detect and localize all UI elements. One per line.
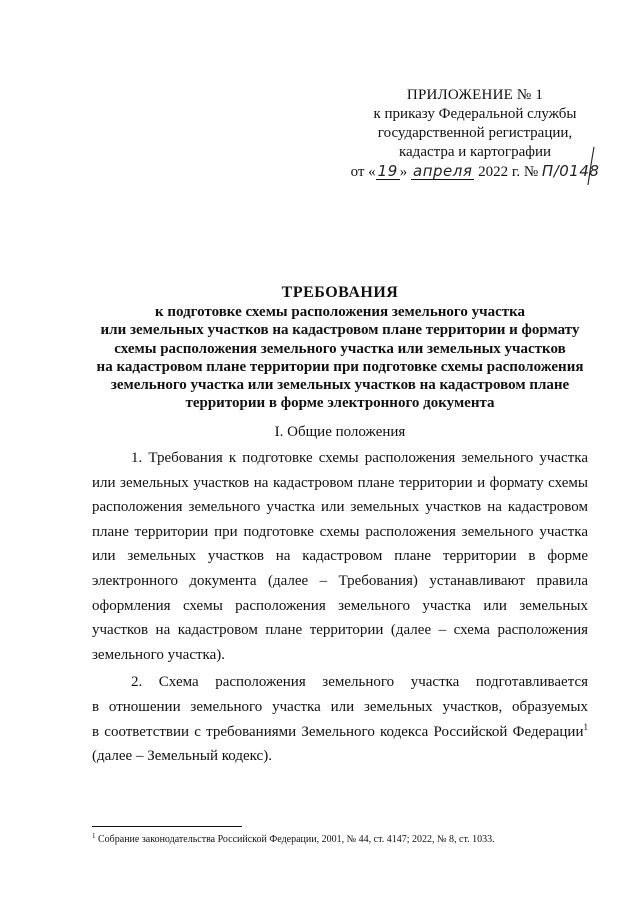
paragraph-line-with-footnote: [92, 720, 588, 745]
heading-title: ТРЕБОВАНИЯ: [281, 284, 399, 301]
paragraph-line: участков на кадастровом плане территории (далее – схема расположения: [92, 622, 588, 639]
document-heading: [60, 284, 620, 412]
appendix-header: [340, 86, 610, 182]
section-title: I. Общие положения: [274, 424, 406, 440]
paragraph-2: [92, 670, 588, 768]
order-month: апреля: [413, 162, 473, 180]
paragraph-line: или земельных участков на кадастровом плане территории и формату схемы: [92, 474, 588, 491]
heading-line: земельного участка или земельных участков на кадастровом плане: [110, 377, 570, 394]
paragraph-line: или земельных участков на кадастровом плане территории в форме: [92, 548, 588, 565]
order-year: 2022 г. №: [478, 164, 539, 180]
order-day: 19: [377, 162, 398, 180]
paragraph-line: плане территории при подготовке схемы расположения земельного участка: [92, 523, 588, 540]
appendix-line-2: государственной регистрации,: [377, 125, 573, 141]
appendix-title: ПРИЛОЖЕНИЕ № 1: [406, 87, 544, 103]
document-body: [92, 446, 588, 769]
paragraph-line: 1. Требования к подготовке схемы расположения земельного участка: [131, 450, 588, 466]
order-date-line: [340, 162, 610, 182]
heading-line: или земельных участков на кадастровом плане территории и формату: [100, 322, 580, 339]
handwritten-stroke-icon: [586, 146, 596, 186]
date-quote-close: »: [399, 164, 408, 180]
footnote-text: Собрание законодательства Российской Федерации, 2001, № 44, ст. 4147; 2022, № 8, ст. 1033.: [98, 834, 495, 845]
paragraph-line: 2. Схема расположения земельного участка подготавливается: [131, 674, 588, 691]
paragraph-line: (далее – Земельный кодекс).: [92, 748, 272, 765]
order-number: П/0148: [541, 162, 600, 180]
paragraph-line: в отношении земельного участка или земельных участков, образуемых: [92, 698, 588, 715]
paragraph-line: земельного участка).: [92, 646, 225, 663]
date-prefix: от «: [350, 164, 376, 180]
paragraph-line: расположения земельного участка или земельных участков на кадастровом: [92, 499, 588, 516]
paragraph-line-text: в соответствии с требованиями Земельного кодекса Российской Федерации: [92, 723, 584, 740]
appendix-line-3: кадастра и картографии: [398, 144, 552, 160]
paragraph-1: [92, 446, 588, 667]
footnote-divider: [92, 826, 242, 827]
footnote-reference: 1: [583, 721, 588, 732]
heading-line: на кадастровом плане территории при подготовке схемы расположения: [96, 358, 584, 375]
footnote-mark: 1: [92, 832, 96, 840]
heading-line: схемы расположения земельного участка или земельных участков: [114, 340, 566, 357]
appendix-line-1: к приказу Федеральной службы: [373, 106, 577, 122]
heading-line: к подготовке схемы расположения земельного участка: [154, 304, 526, 321]
heading-line: территории в форме электронного документа: [185, 395, 495, 412]
paragraph-line: электронного документа (далее – Требования) устанавливают правила: [92, 572, 588, 589]
footnote: [92, 833, 592, 846]
paragraph-line: оформления схемы расположения земельного участка или земельных: [92, 597, 588, 614]
